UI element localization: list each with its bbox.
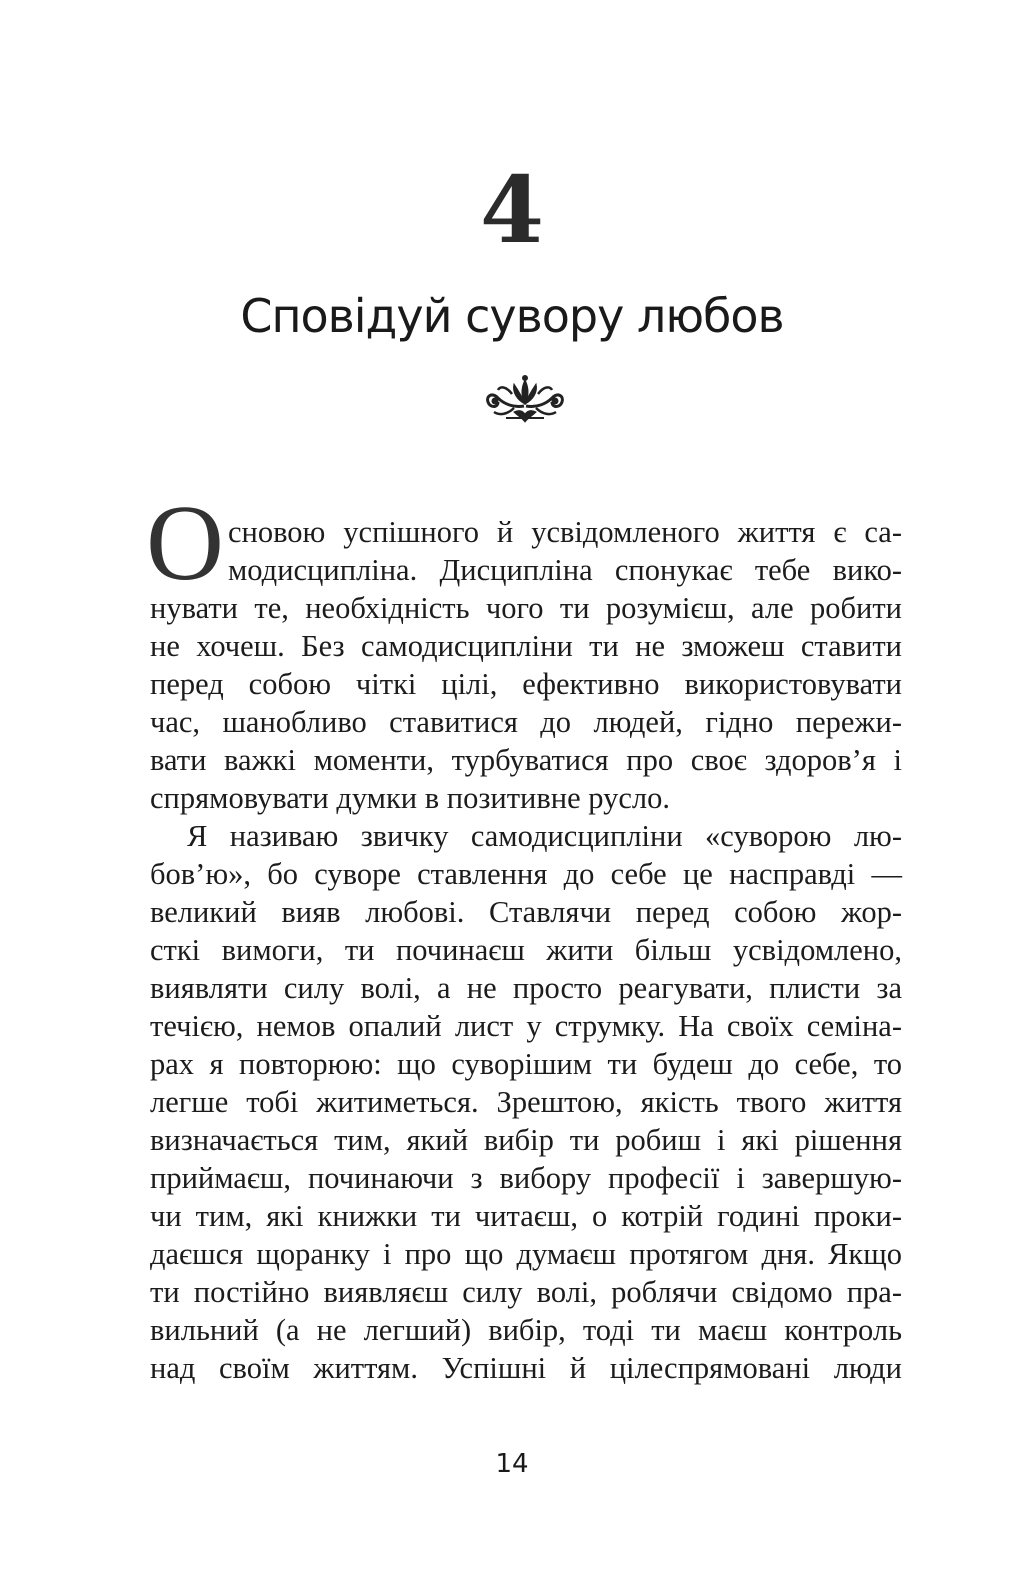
text-line: спрямовувати думки в позитивне русло. <box>150 781 670 815</box>
text-line: модисципліна. Дисципліна спонукає тебе вико- <box>228 553 902 587</box>
text-line: даєшся щоранку і про що думаєш протягом дня. Якщо <box>150 1237 902 1271</box>
text-line: ти постійно виявляєш силу волі, роблячи свідомо пра- <box>150 1275 902 1309</box>
text-line: виявляти силу волі, а не просто реагувати, плисти за <box>150 971 902 1005</box>
page-number: 14 <box>495 1449 529 1479</box>
body-text <box>150 513 902 1387</box>
text-line: Я називаю звичку самодисципліни «суворою лю- <box>187 819 902 853</box>
text-line: вати важкі моменти, турбуватися про своє здоров’я і <box>150 743 902 777</box>
text-line: не хочеш. Без самодисципліни ти не зможеш ставити <box>150 629 902 663</box>
text-line: час, шанобливо ставитися до людей, гідно пережи- <box>150 705 902 739</box>
text-line: чи тим, які книжки ти читаєш, о котрій годині проки- <box>150 1199 902 1233</box>
chapter-title: Сповідуй сувору любов <box>240 289 784 343</box>
text-line: сткі вимоги, ти починаєш жити більш усвідомлено, <box>150 933 902 967</box>
text-line: легше тобі житиметься. Зрештою, якість твого життя <box>150 1085 902 1119</box>
text-line: великий вияв любові. Ставлячи перед собою жор- <box>150 895 902 929</box>
text-line: перед собою чіткі цілі, ефективно використовувати <box>150 667 902 701</box>
text-line: вильний (а не легший) вибір, тоді ти маєш контроль <box>150 1313 902 1347</box>
text-line: рах я повторюю: що суворішим ти будеш до себе, то <box>150 1047 902 1081</box>
text-line: нувати те, необхідність чого ти розумієш, але робити <box>150 591 902 625</box>
drop-cap: О <box>146 484 224 603</box>
chapter-number: 4 <box>479 156 544 264</box>
text-line: течією, немов опалий лист у струмку. На своїх семіна- <box>150 1009 902 1043</box>
text-line: сновою успішного й усвідомленого життя є са- <box>228 515 902 549</box>
text-line: визначається тим, який вибір ти робиш і які рішення <box>150 1123 902 1157</box>
text-line: бов’ю», бо суворе ставлення до себе це насправді — <box>150 857 902 891</box>
text-line: приймаєш, починаючи з вибору професії і завершую- <box>150 1161 902 1195</box>
fleuron-ornament-icon <box>484 374 566 426</box>
text-line: над своїм життям. Успішні й цілеспрямовані люди <box>150 1351 902 1385</box>
